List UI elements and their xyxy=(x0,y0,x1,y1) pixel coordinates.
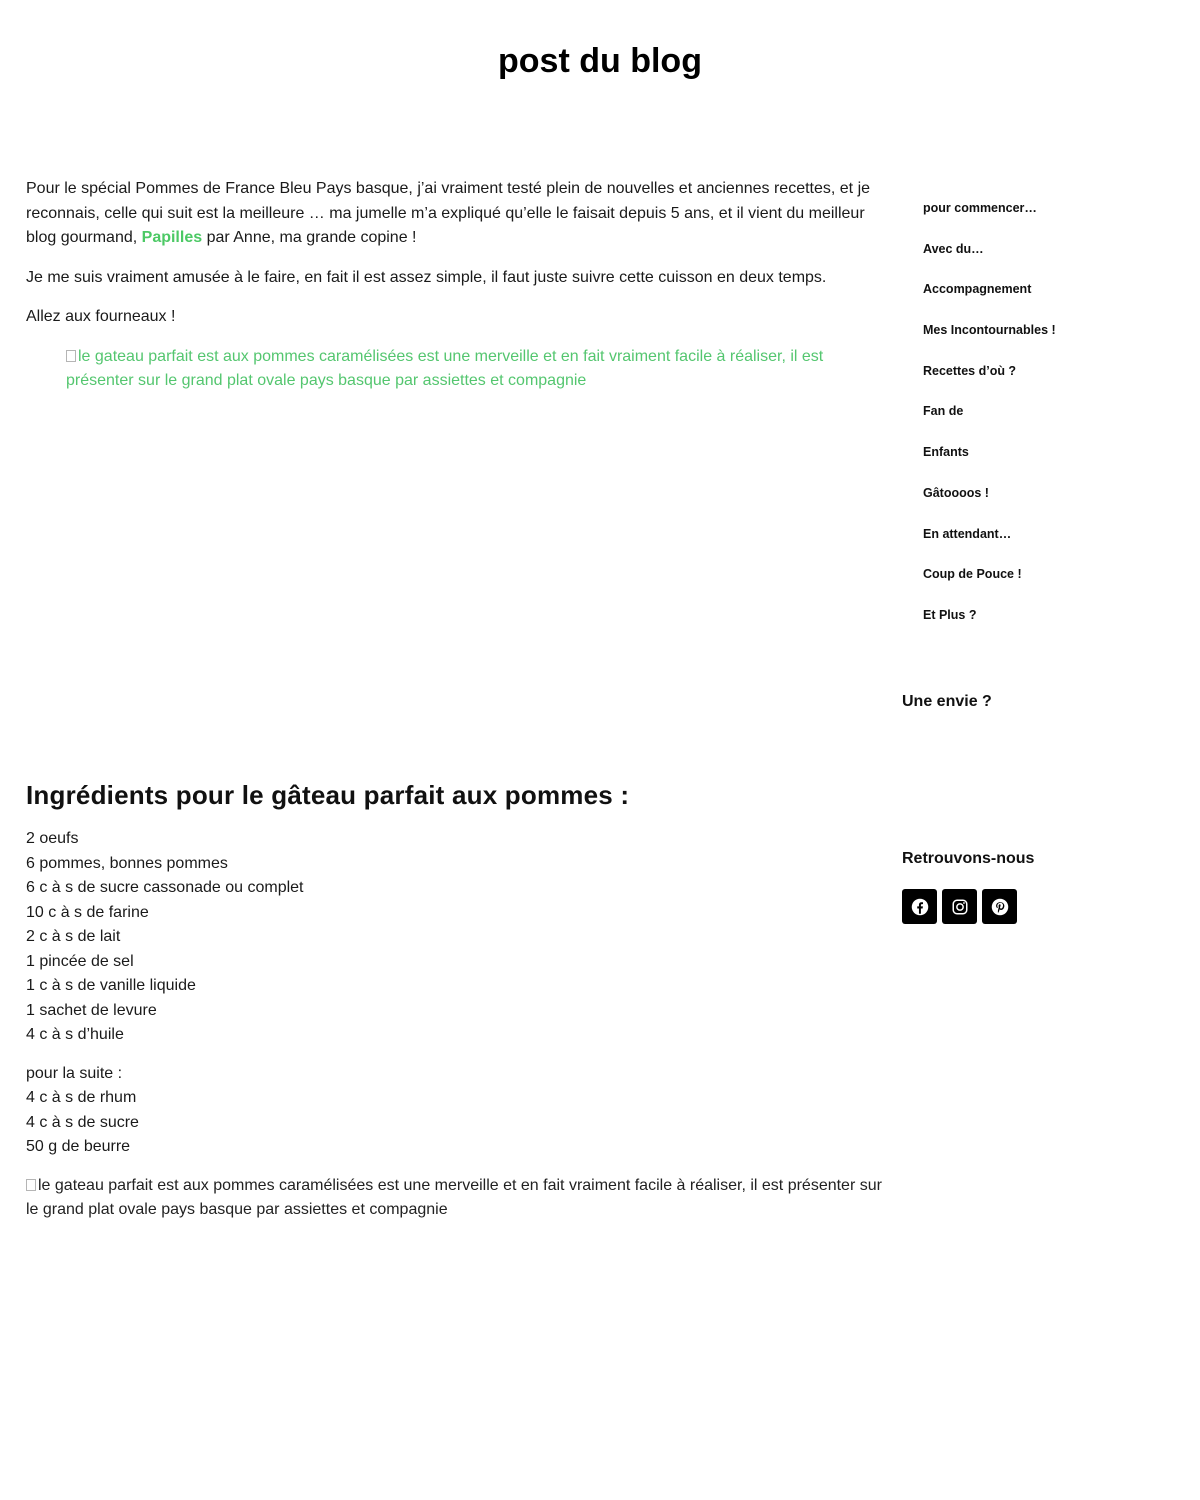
suite-line: 4 c à s de sucre xyxy=(26,1113,139,1131)
ingredient-line: 4 c à s d’huile xyxy=(26,1026,124,1043)
ingredient-line: 1 pincée de sel xyxy=(26,952,134,970)
intro-paragraph-3: Allez aux fourneaux ! xyxy=(26,308,176,325)
instagram-icon xyxy=(951,898,969,916)
retrouvons-nous-heading: Retrouvons-nous xyxy=(902,850,1035,867)
cake-image-link[interactable] xyxy=(66,345,881,394)
ingredients-suite-list xyxy=(26,1062,886,1160)
ingredient-line: 6 c à s de sucre cassonade ou complet xyxy=(26,879,304,896)
sidebar-menu xyxy=(923,198,1183,646)
social-links xyxy=(902,889,1017,924)
suite-line: 4 c à s de rhum xyxy=(26,1089,137,1106)
sidebar-item-mes-incontournables[interactable]: Mes Incontournables ! xyxy=(923,323,1056,338)
sidebar-item-et-plus[interactable]: Et Plus ? xyxy=(923,607,977,622)
cake-image-2 xyxy=(26,1174,886,1223)
facebook-icon xyxy=(911,898,929,916)
facebook-button[interactable] xyxy=(902,889,937,924)
sidebar-item-pour-commencer[interactable]: pour commencer… xyxy=(923,201,1037,215)
broken-image-icon xyxy=(66,350,76,362)
intro-paragraph-1 xyxy=(26,177,881,251)
instagram-button[interactable] xyxy=(942,889,977,924)
sidebar-item-fan-de[interactable]: Fan de xyxy=(923,404,964,419)
ingredients-title: Ingrédients pour le gâteau parfait aux pommes : xyxy=(26,780,630,810)
page-title: post du blog xyxy=(498,42,702,80)
ingredient-line: 1 c à s de vanille liquide xyxy=(26,977,196,994)
ingredient-line: 6 pommes, bonnes pommes xyxy=(26,854,228,872)
sidebar-item-en-attendant[interactable]: En attendant… xyxy=(923,526,1012,541)
post-content xyxy=(26,177,881,394)
intro-text-end: par Anne, ma grande copine ! xyxy=(202,229,417,246)
sidebar-item-recettes-dou[interactable]: Recettes d’où ? xyxy=(923,363,1017,378)
papilles-link[interactable]: Papilles xyxy=(141,229,203,246)
cake-image-alt-text: le gateau parfait est aux pommes caramélisées est une merveille et en fait vraiment facile à réaliser, il est présenter sur le grand plat ovale pays basque par assiettes et compagnie xyxy=(66,347,824,389)
une-envie-heading: Une envie ? xyxy=(902,693,992,710)
pinterest-icon xyxy=(991,898,1009,916)
sidebar-item-avec-du[interactable]: Avec du… xyxy=(923,241,984,256)
ingredient-line: 2 oeufs xyxy=(26,830,79,847)
ingredient-line: 1 sachet de levure xyxy=(26,1001,157,1019)
pinterest-button[interactable] xyxy=(982,889,1017,924)
cake-image-2-alt-text: le gateau parfait est aux pommes caramélisées est une merveille et en fait vraiment facile à réaliser, il est présenter sur le grand plat ovale pays basque par assiettes et compagnie xyxy=(26,1176,882,1218)
ingredients-section xyxy=(26,827,886,1223)
suite-line: 50 g de beurre xyxy=(26,1138,131,1155)
sidebar-item-accompagnement[interactable]: Accompagnement xyxy=(923,282,1032,297)
sidebar-item-coup-de-pouce[interactable]: Coup de Pouce ! xyxy=(923,567,1022,582)
ingredients-main-list xyxy=(26,827,886,1048)
sidebar-item-enfants[interactable]: Enfants xyxy=(923,445,969,460)
intro-text-start: Pour le spécial Pommes de France Bleu Pays basque, j’ai vraiment testé plein de nouvelles et anciennes recettes, et je reconnais, celle qui suit est la meilleure … ma jumelle m’a expliqué qu’elle le faisait depuis 5 ans, et il vient du meilleur blog gourmand, xyxy=(26,180,871,246)
intro-paragraph-2: Je me suis vraiment amusée à le faire, en fait il est assez simple, il faut juste suivre cette cuisson en deux temps. xyxy=(26,268,827,286)
ingredient-line: 10 c à s de farine xyxy=(26,903,149,921)
sidebar-item-gatoooos[interactable]: Gâtoooos ! xyxy=(923,485,989,500)
suite-line: pour la suite : xyxy=(26,1064,123,1082)
ingredient-line: 2 c à s de lait xyxy=(26,928,121,945)
broken-image-icon xyxy=(26,1179,36,1191)
